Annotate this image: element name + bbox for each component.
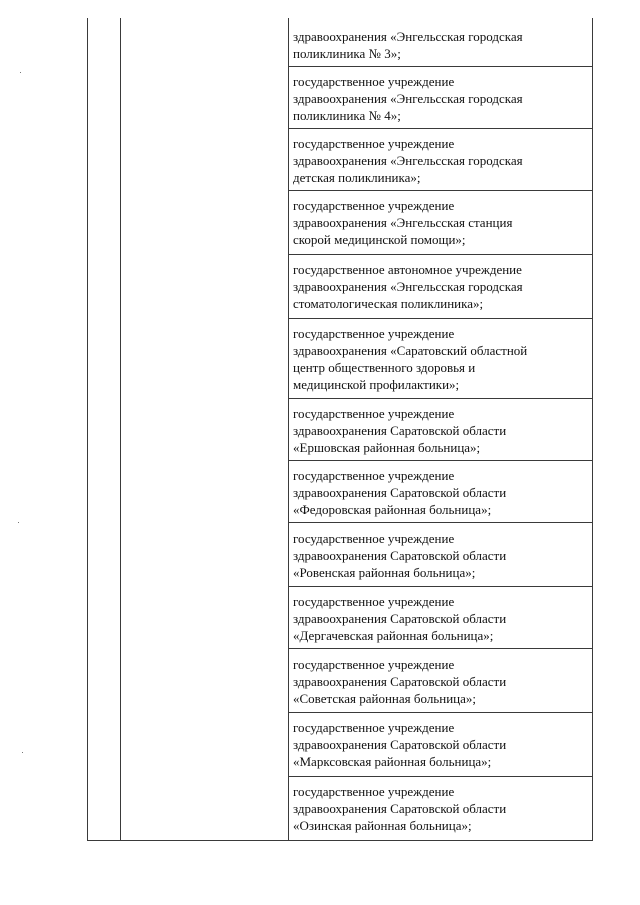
table-cell: государственное учреждение здравоохранения Саратовской области «Федоровская районная больница»; — [293, 468, 507, 517]
row-separator — [288, 66, 593, 67]
table-cell: государственное автономное учреждение здравоохранения «Энгельсская городская стоматологическая поликлиника»; — [293, 262, 523, 311]
scan-speck — [20, 72, 21, 73]
table-cell: государственное учреждение здравоохранения Саратовской области «Ровенская районная больница»; — [293, 531, 507, 580]
table-cell: государственное учреждение здравоохранения «Энгельсская станция скорой медицинской помощи»; — [293, 198, 513, 247]
row-separator — [288, 398, 593, 399]
row-separator — [288, 318, 593, 319]
row-separator — [288, 648, 593, 649]
table-cell: государственное учреждение здравоохранения «Энгельсская городская поликлиника № 4»; — [293, 74, 523, 123]
table-cell: государственное учреждение здравоохранения Саратовской области «Ершовская районная больница»; — [293, 406, 507, 455]
row-separator — [288, 254, 593, 255]
scan-speck — [18, 522, 19, 523]
table-cell: государственное учреждение здравоохранения «Энгельсская городская детская поликлиника»; — [293, 136, 523, 185]
row-separator — [288, 190, 593, 191]
table-cell: государственное учреждение здравоохранения Саратовской области «Дергачевская районная больница»; — [293, 594, 507, 643]
row-separator — [288, 128, 593, 129]
table-column-divider-1 — [120, 18, 121, 840]
table-cell: государственное учреждение здравоохранения Саратовской области «Марксовская районная больница»; — [293, 720, 507, 769]
table-cell: государственное учреждение здравоохранения Саратовской области «Советская районная больница»; — [293, 657, 507, 706]
scan-speck — [22, 752, 23, 753]
table-border-right — [592, 18, 593, 840]
table-border-bottom — [87, 840, 593, 841]
row-separator — [288, 522, 593, 523]
table-border-left — [87, 18, 88, 840]
row-separator — [288, 460, 593, 461]
table-cell: здравоохранения «Энгельсская городская поликлиника № 3»; — [293, 29, 523, 61]
table-cell: государственное учреждение здравоохранения «Саратовский областной центр общественного здоровья и медицинской профилактики»; — [293, 326, 528, 392]
table-column-divider-2 — [288, 18, 289, 840]
row-separator — [288, 712, 593, 713]
table-cell: государственное учреждение здравоохранения Саратовской области «Озинская районная больница»; — [293, 784, 507, 833]
row-separator — [288, 776, 593, 777]
row-separator — [288, 586, 593, 587]
